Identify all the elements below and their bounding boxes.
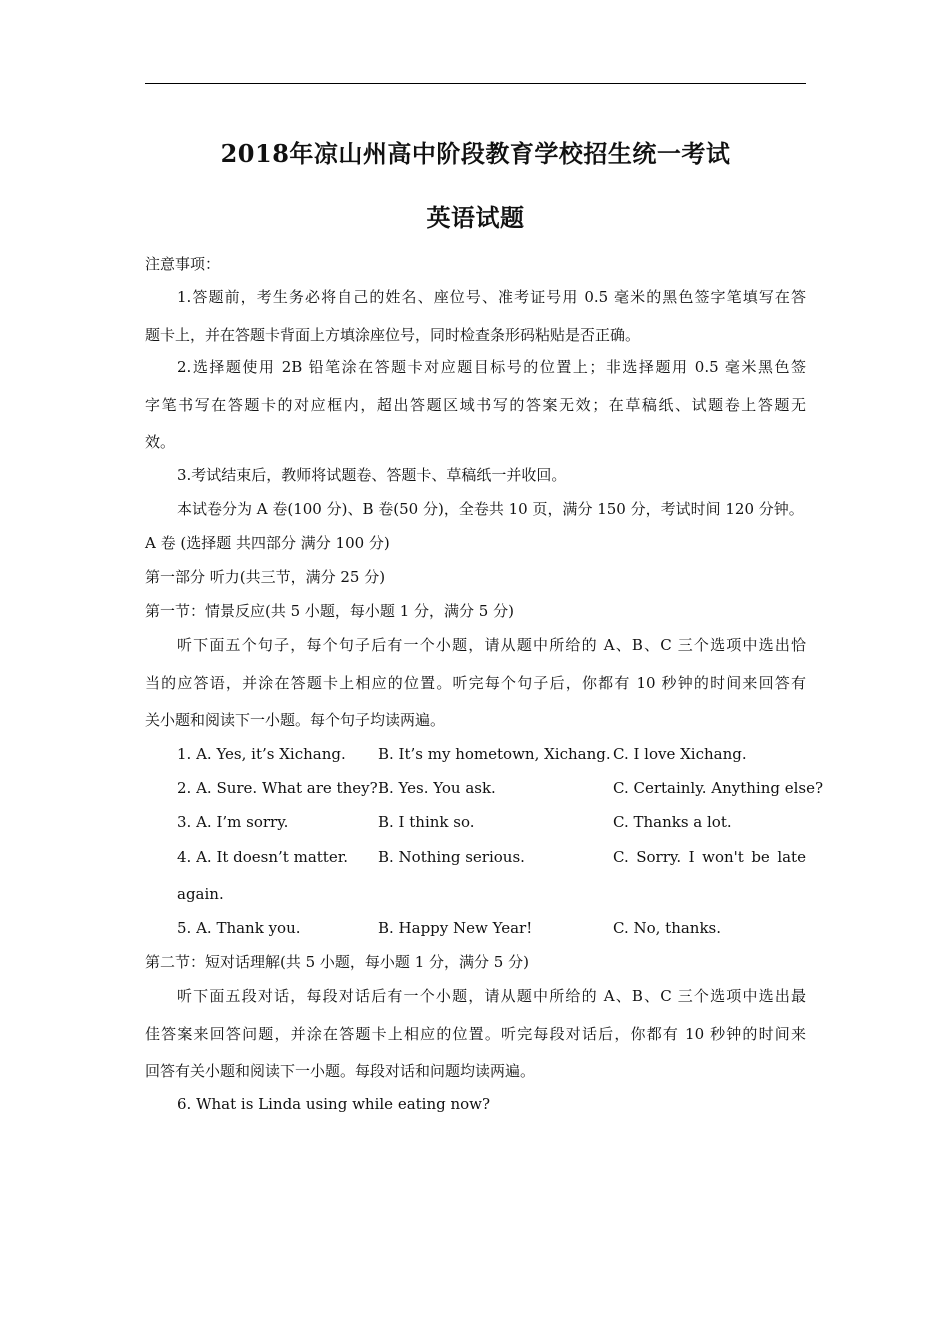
- q4-option-c-continued: again.: [177, 885, 224, 903]
- notice-1-line-2: 题卡上，并在答题卡背面上方填涂座位号，同时检查条形码粘贴是否正确。: [145, 326, 641, 344]
- paper-info: 本试卷分为 A 卷(100 分)、B 卷(50 分)，全卷共 10 页，满分 150 分，考试时间 120 分钟。: [177, 500, 804, 518]
- q4-option-c: [613, 847, 806, 867]
- q1-option-b: B. It’s my hometown, Xichang.: [378, 745, 611, 763]
- notice-2-line-1: 2.选择题使用 2B 铅笔涂在答题卡对应题目标号的位置上；非选择题用 0.5 毫米黑色签: [177, 358, 806, 376]
- exam-title: 2018年凉山州高中阶段教育学校招生统一考试: [220, 139, 731, 168]
- notice-1-line-1: 1.答题前，考生务必将自己的姓名、座位号、准考证号用 0.5 毫米的黑色签字笔填写在答: [177, 288, 806, 306]
- q3-option-b: B. I think so.: [378, 813, 475, 831]
- q1-option-a: 1. A. Yes, it’s Xichang.: [177, 745, 346, 763]
- q5-option-a: 5. A. Thank you.: [177, 919, 301, 937]
- question-6: 6. What is Linda using while eating now?: [177, 1095, 491, 1113]
- q2-option-b: B. Yes. You ask.: [378, 779, 496, 797]
- q4-option-c-word: won't: [702, 848, 744, 866]
- q5-option-c: C. No, thanks.: [613, 919, 722, 937]
- q3-option-a: 3. A. I’m sorry.: [177, 813, 289, 831]
- part-1-heading: 第一部分 听力(共三节，满分 25 分): [145, 568, 386, 586]
- q4-option-c-word: I: [688, 848, 695, 866]
- section-1-instruction-line-2: 当的应答语，并涂在答题卡上相应的位置。听完每个句子后，你都有 10 秒钟的时间来回答有: [145, 674, 806, 692]
- notice-2-line-2: 字笔书写在答题卡的对应框内，超出答题区域书写的答案无效；在草稿纸、试题卷上答题无: [145, 396, 806, 414]
- q3-option-c: C. Thanks a lot.: [613, 813, 732, 831]
- q4-option-b: B. Nothing serious.: [378, 848, 525, 866]
- q4-option-c-word: Sorry.: [636, 848, 682, 866]
- section-1-heading: 第一节：情景反应(共 5 小题，每小题 1 分，满分 5 分): [145, 602, 514, 620]
- q5-option-b: B. Happy New Year!: [378, 919, 533, 937]
- q4-option-c-word: C.: [613, 848, 629, 866]
- section-2-instruction-line-2: 佳答案来回答问题，并涂在答题卡上相应的位置。听完每段对话后，你都有 10 秒钟的时间来: [145, 1025, 806, 1043]
- notice-3: 3.考试结束后，教师将试题卷、答题卡、草稿纸一并收回。: [177, 466, 567, 484]
- q1-option-c: C. I love Xichang.: [613, 745, 747, 763]
- section-1-instruction-line-3: 关小题和阅读下一小题。每个句子均读两遍。: [145, 711, 446, 729]
- volume-a-heading: A 卷 (选择题 共四部分 满分 100 分): [145, 534, 390, 552]
- section-2-heading: 第二节：短对话理解(共 5 小题，每小题 1 分，满分 5 分): [145, 953, 529, 971]
- notice-2-line-3: 效。: [145, 433, 176, 451]
- q4-option-a: 4. A. It doesn’t matter.: [177, 848, 348, 866]
- section-2-instruction-line-1: 听下面五段对话，每段对话后有一个小题，请从题中所给的 A、B、C 三个选项中选出最: [177, 987, 806, 1005]
- exam-subtitle: 英语试题: [426, 203, 525, 232]
- q4-option-c-word: late: [777, 848, 806, 866]
- section-1-instruction-line-1: 听下面五个句子，每个句子后有一个小题，请从题中所给的 A、B、C 三个选项中选出恰: [177, 636, 806, 654]
- q4-option-c-word: be: [751, 848, 770, 866]
- header-rule: [145, 83, 806, 84]
- q2-option-c: C. Certainly. Anything else?: [613, 779, 824, 797]
- notice-heading: 注意事项：: [145, 255, 221, 273]
- q2-option-a: 2. A. Sure. What are they?: [177, 779, 378, 797]
- section-2-instruction-line-3: 回答有关小题和阅读下一小题。每段对话和问题均读两遍。: [145, 1062, 536, 1080]
